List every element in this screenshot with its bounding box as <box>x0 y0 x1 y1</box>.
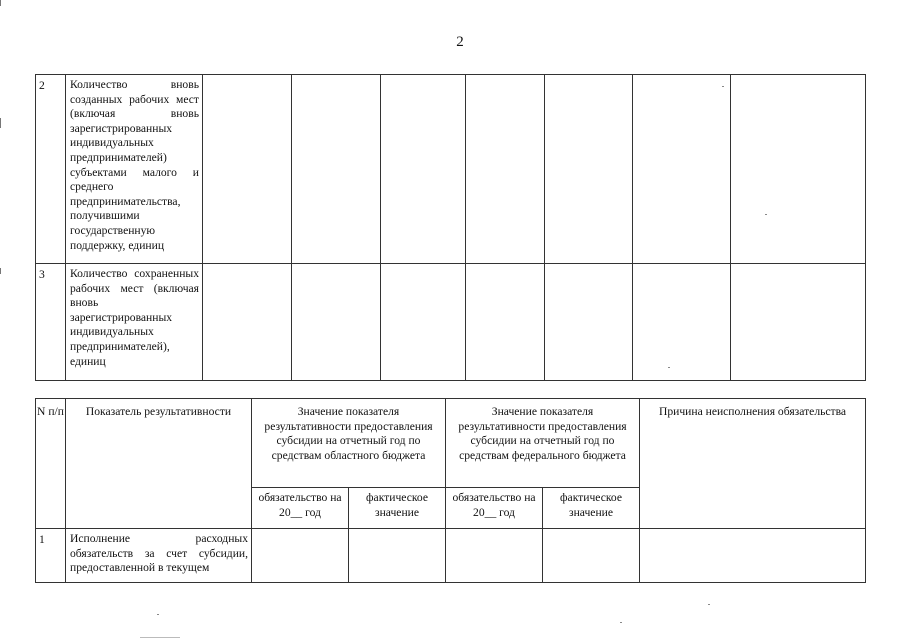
header-obligation: обязательство на 20__ год <box>446 488 543 529</box>
indicator-table-continued <box>35 74 866 381</box>
header-reason: Причина неисполнения обязательства <box>640 399 866 529</box>
value-cell <box>381 264 466 381</box>
header-federal-budget: Значение показателя результативности предоставления субсидии на отчетный год по средствам федерального бюджета <box>446 399 640 488</box>
value-cell <box>446 529 543 583</box>
header-indicator: Показатель результативности <box>66 399 252 529</box>
value-cell <box>543 529 640 583</box>
row-number: 2 <box>36 75 66 264</box>
header-number: N п/п <box>36 399 66 529</box>
value-cell <box>545 75 633 264</box>
value-cell <box>640 529 866 583</box>
value-cell <box>731 264 866 381</box>
value-cell <box>292 264 381 381</box>
row-number: 3 <box>36 264 66 381</box>
indicator-cell: Количество вновь созданных рабочих мест (включая вновь зарегистрированных индивидуальных предпринимателей) субъектами малого и среднего предпринимательства, получившими государственную поддержку, единиц <box>66 75 203 264</box>
value-cell <box>381 75 466 264</box>
subsidy-performance-table <box>35 398 866 583</box>
value-cell <box>466 75 545 264</box>
header-regional-budget: Значение показателя результативности предоставления субсидии на отчетный год по средствам областного бюджета <box>252 399 446 488</box>
value-cell <box>349 529 446 583</box>
table-row <box>36 529 866 583</box>
value-cell <box>203 264 292 381</box>
value-cell <box>545 264 633 381</box>
value-cell <box>633 264 731 381</box>
table-row <box>36 264 866 381</box>
header-obligation: обязательство на 20__ год <box>252 488 349 529</box>
value-cell <box>252 529 349 583</box>
header-row <box>36 399 866 488</box>
header-actual: фактическое значение <box>543 488 640 529</box>
value-cell <box>466 264 545 381</box>
value-cell <box>292 75 381 264</box>
header-actual: фактическое значение <box>349 488 446 529</box>
value-cell <box>731 75 866 264</box>
indicator-cell: Исполнение расходных обязательств за счет субсидии, предоставленной в текущем <box>66 529 252 583</box>
row-number: 1 <box>36 529 66 583</box>
page-number: 2 <box>456 34 464 50</box>
value-cell <box>203 75 292 264</box>
table-row <box>36 75 866 264</box>
value-cell <box>633 75 731 264</box>
indicator-cell: Количество сохраненных рабочих мест (включая вновь зарегистрированных индивидуальных предпринимателей), единиц <box>66 264 203 381</box>
